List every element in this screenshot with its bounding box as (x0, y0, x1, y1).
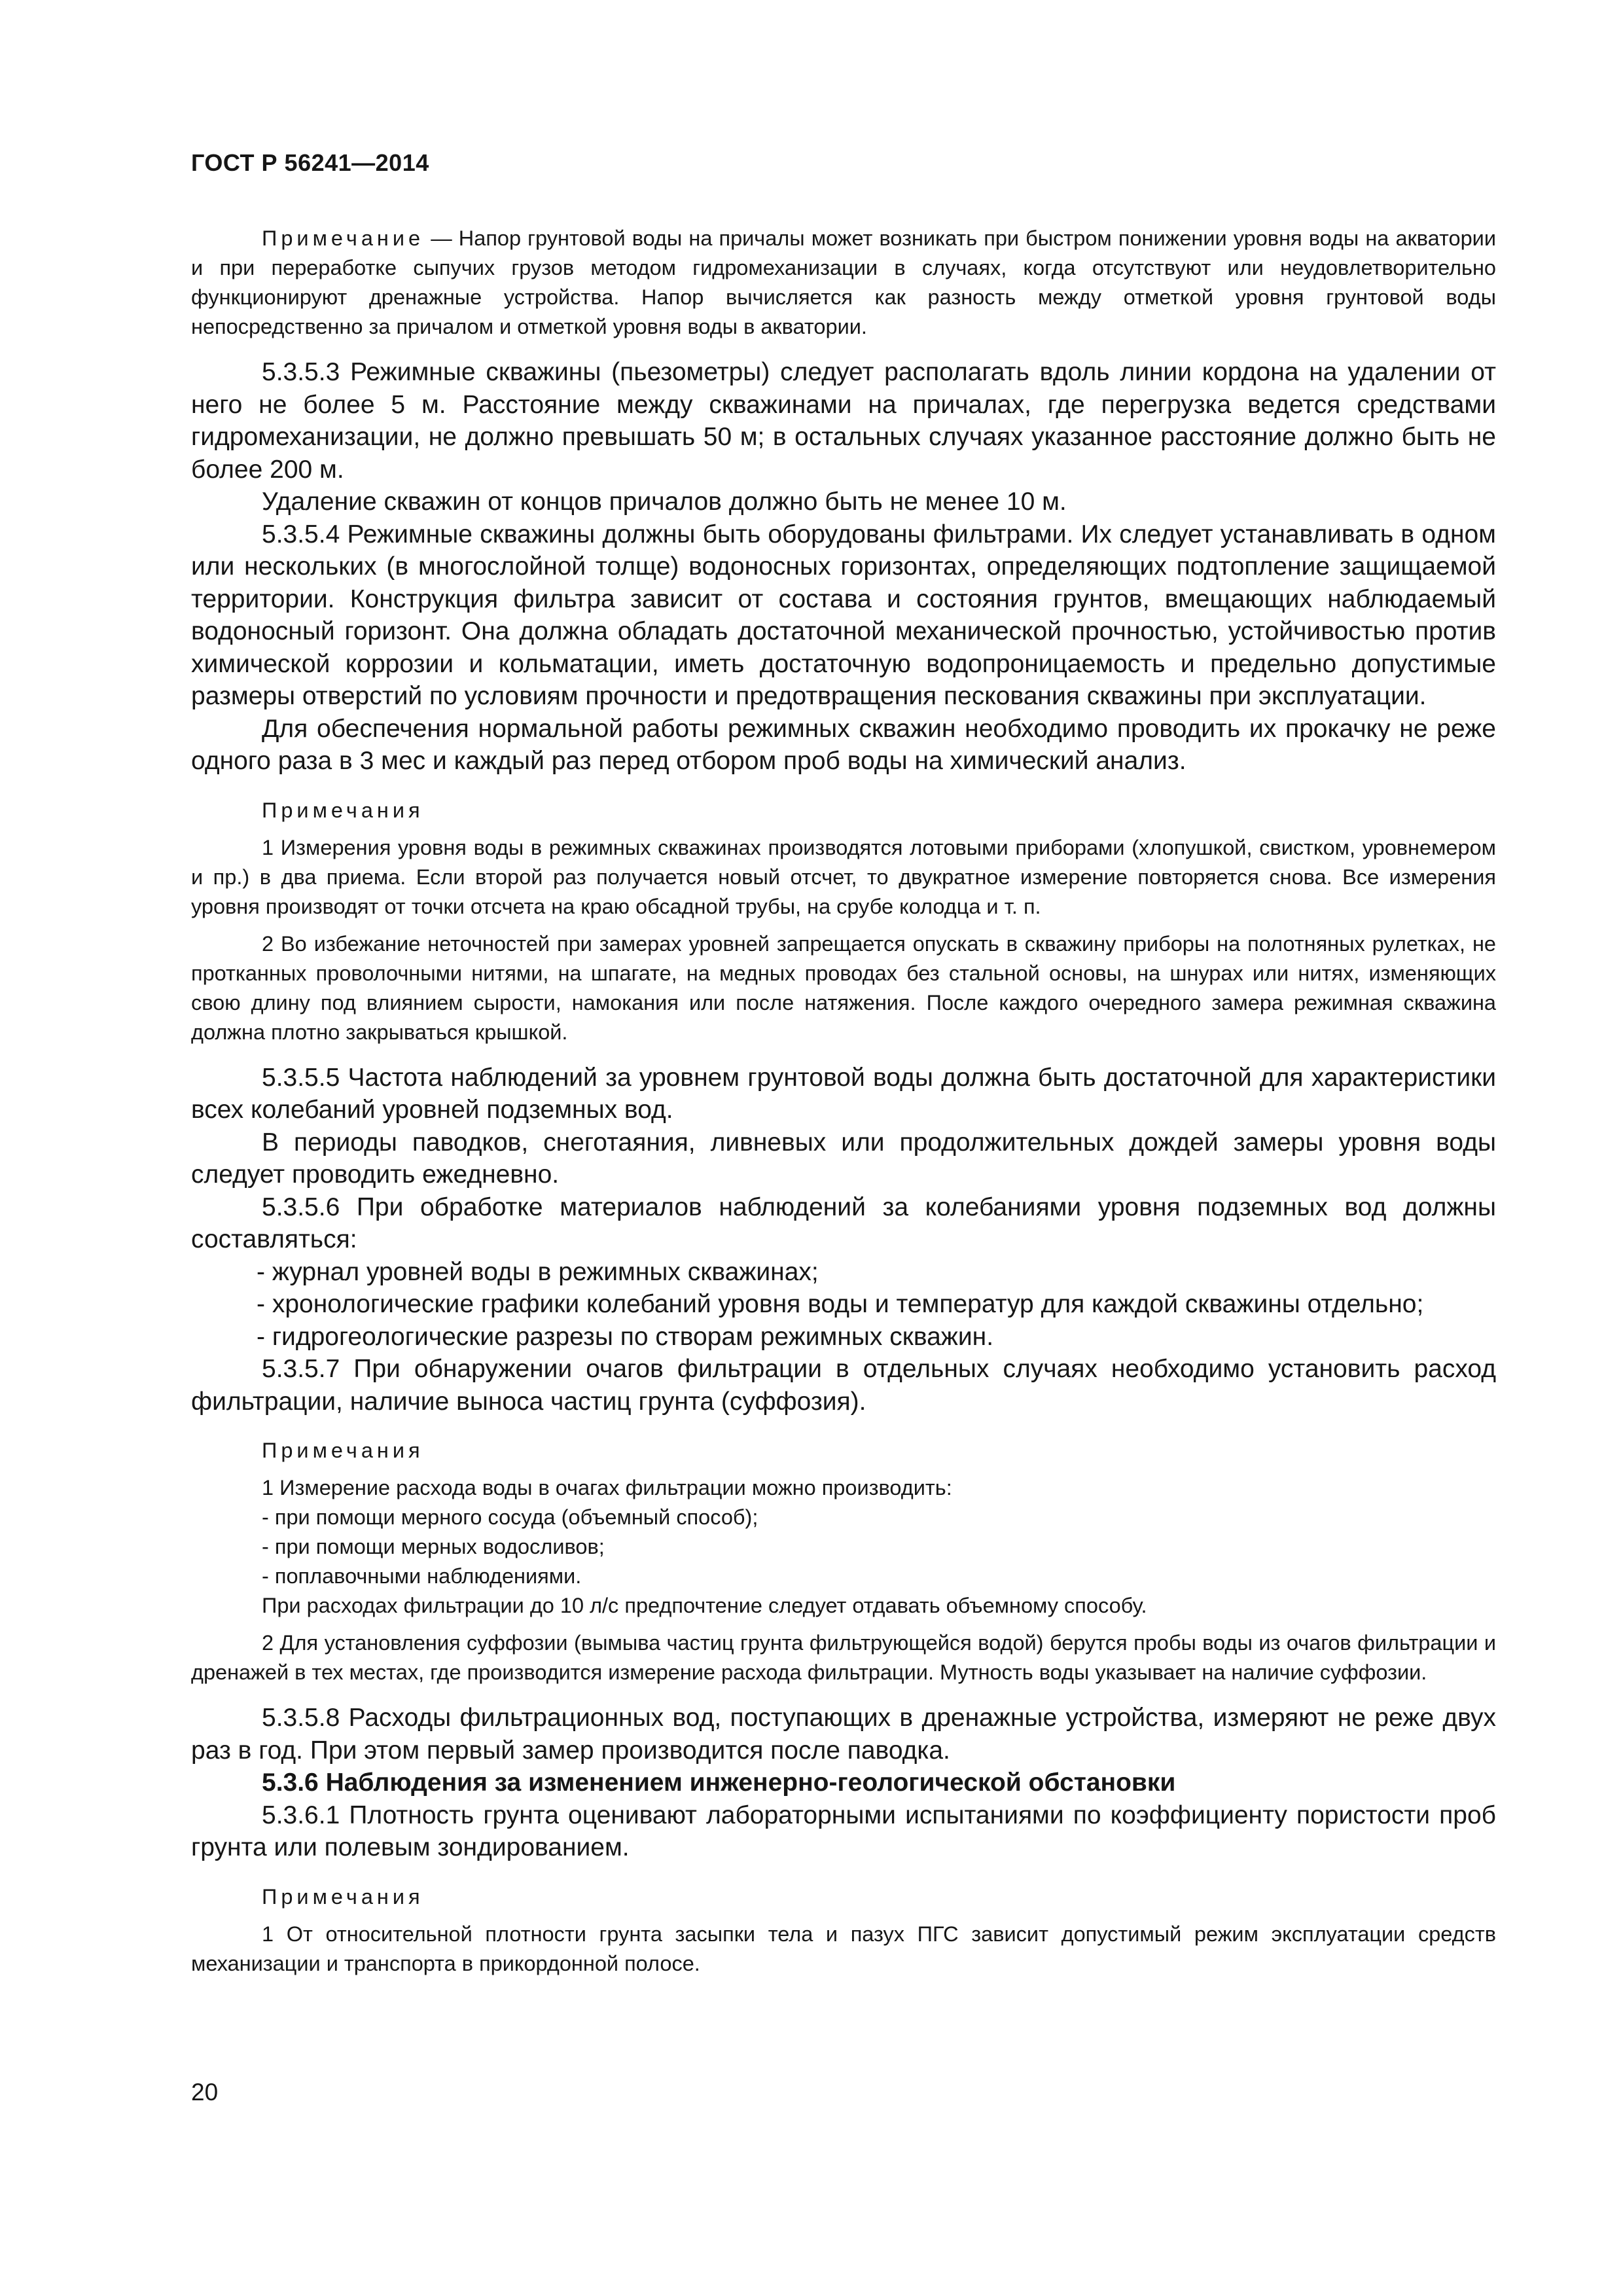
note-label: Примечание (262, 226, 425, 250)
paragraph-5-3-5-6: 5.3.5.6 При обработке материалов наблюдений за колебаниями уровня подземных вод должны составляться: (191, 1193, 1496, 1253)
paragraph-5-3-5-4: 5.3.5.4 Режимные скважины должны быть оборудованы фильтрами. Их следует устанавливать в одном или нескольких (в многослойной толще) водоносных горизонтах, определяющих подтопление защищаемой территории. Конструкция фильтра зависит от состава и состояния грунтов, вмещающих наблюдаемый водоносный горизонт. Она должна обладать достаточной механической прочностью, устойчивостью против химической коррозии и кольматации, иметь достаточную водопроницаемость и предельно допустимые размеры отверстий по условиям прочности и предотвращения пескования скважины при эксплуатации. (191, 520, 1496, 710)
list-item: - хронологические графики колебаний уровня воды и температур для каждой скважины отдельно; (257, 1290, 1424, 1318)
paragraph-5-3-5-8: 5.3.5.8 Расходы фильтрационных вод, поступающих в дренажные устройства, измеряют не реже двух раз в год. При этом первый замер производится после паводка. (191, 1704, 1496, 1765)
note-top (191, 224, 1496, 342)
note-text: — Напор грунтовой воды на причалы может возникать при быстром понижении уровня воды на акватории и при переработке сыпучих грузов методом гидромеханизации в случаях, когда отсутствуют или неудовлетворительно функционируют дренажные устройства. Напор вычисляется как разность между отметкой уровня грунтовой воды непосредственно за причалом и отметкой уровня воды в акватории. (191, 226, 1496, 338)
notes-heading: Примечания (262, 1884, 424, 1909)
list-item: - журнал уровней воды в режимных скважинах; (257, 1257, 819, 1286)
paragraph-removal: Удаление скважин от концов причалов должно быть не менее 10 м. (262, 488, 1067, 516)
document-header: ГОСТ Р 56241—2014 (191, 149, 429, 176)
paragraph-pumping: Для обеспечения нормальной работы режимных скважин необходимо проводить их прокачку не реже одного раза в 3 мес и каждый раз перед отбором проб воды на химический анализ. (191, 714, 1496, 775)
note-item: 1 Измерения уровня воды в режимных скважинах производятся лотовыми приборами (хлопушкой, свистком, уровнемером и пр.) в два приема. Если второй раз получается новый отсчет, то двукратное измерение повторяется снова. Все измерения уровня производят от точки отсчета на краю обсадной трубы, на срубе колодца и т. п. (191, 835, 1496, 918)
paragraph-5-3-5-7: 5.3.5.7 При обнаружении очагов фильтрации в отдельных случаях необходимо установить расход фильтрации, наличие выноса частиц грунта (суффозия). (191, 1355, 1496, 1416)
page-content (191, 224, 1496, 1979)
paragraph-5-3-6-1: 5.3.6.1 Плотность грунта оценивают лабораторными испытаниями по коэффициенту пористости проб грунта или полевым зондированием. (191, 1801, 1496, 1861)
note-item: 1 От относительной плотности грунта засыпки тела и пазух ПГС зависит допустимый режим эксплуатации средств механизации и транспорта в прикордонной полосе. (191, 1922, 1496, 1975)
note-sub-item: - при помощи мерного сосуда (объемный способ); (262, 1505, 758, 1529)
notes-heading: Примечания (262, 1439, 424, 1462)
note-item: 2 Для установления суффозии (вымыва частиц грунта фильтрующейся водой) берутся пробы воды из очагов фильтрации и дренажей в тех местах, где производится измерение расхода фильтрации. Мутность воды указывает на наличие суффозии. (191, 1631, 1496, 1684)
paragraph-5-3-5-5: 5.3.5.5 Частота наблюдений за уровнем грунтовой воды должна быть достаточной для характеристики всех колебаний уровней подземных вод. (191, 1063, 1496, 1124)
note-sub-item: - при помощи мерных водосливов; (262, 1535, 605, 1558)
paragraph-floods: В периоды паводков, снеготаяния, ливневых или продолжительных дождей замеры уровня воды следует проводить ежедневно. (191, 1128, 1496, 1189)
page-number: 20 (191, 2079, 219, 2106)
list-item: - гидрогеологические разрезы по створам режимных скважин. (257, 1322, 994, 1351)
paragraph-5-3-5-3: 5.3.5.3 Режимные скважины (пьезометры) следует располагать вдоль линии кордона на удалении от него не более 5 м. Расстояние между скважинами на причалах, где перегрузка ведется средствами гидромеханизации, не должно превышать 50 м; в остальных случаях указанное расстояние должно быть не более 200 м. (191, 358, 1496, 484)
note-sub-item: При расходах фильтрации до 10 л/с предпочтение следует отдавать объемному способу. (262, 1594, 1147, 1617)
note-sub-item: - поплавочными наблюдениями. (262, 1564, 582, 1588)
note-item: 1 Измерение расхода воды в очагах фильтрации можно производить: (262, 1476, 952, 1499)
notes-heading: Примечания (262, 798, 424, 822)
note-item: 2 Во избежание неточностей при замерах уровней запрещается опускать в скважину приборы на полотняных рулетках, не протканных проволочными нитями, на шпагате, на медных проводах без стальной основы, на шнурах или нитях, изменяющих свою длину под влиянием сырости, намокания или после натяжения. После каждого очередного замера режимная скважина должна плотно закрываться крышкой. (191, 931, 1496, 1044)
section-heading: 5.3.6 Наблюдения за изменением инженерно-геологической обстановки (262, 1768, 1176, 1797)
